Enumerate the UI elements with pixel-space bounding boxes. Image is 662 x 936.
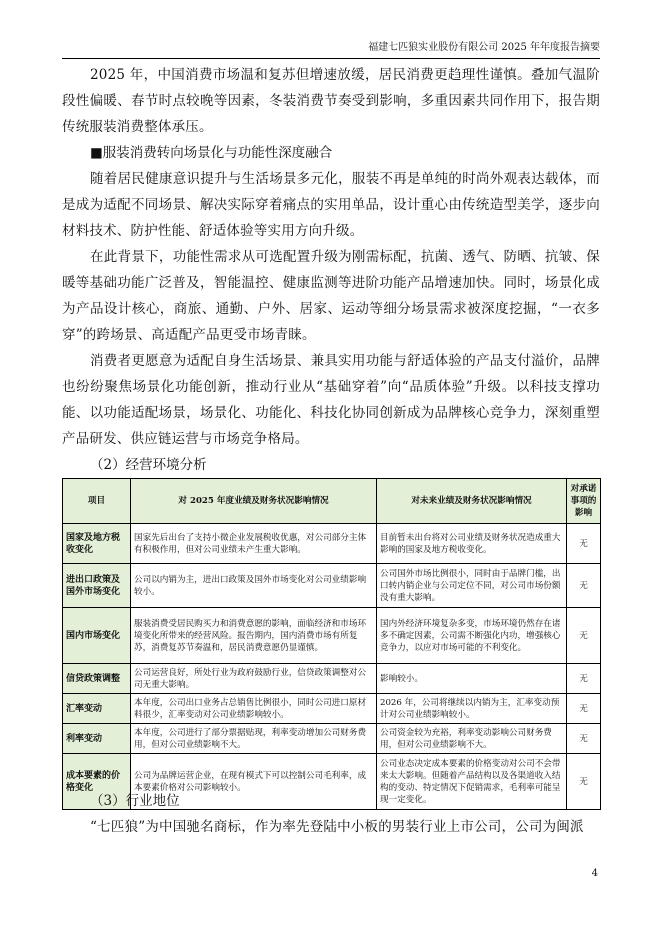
row-future: 国内外经济环境复杂多变，市场环境仍然存在诸多不确定因素，公司需不断强化内功，增强核心竞争力，以应对市场可能的不利变化。 — [377, 608, 567, 664]
row-future: 影响较小。 — [377, 664, 567, 694]
row-item: 汇率变动 — [63, 694, 131, 724]
body-text — [62, 62, 600, 478]
row-item: 信贷政策调整 — [63, 664, 131, 694]
row-current: 本年度，公司出口业务占总销售比例很小，同时公司进口原材料很少，汇率变动对公司业绩影响较小。 — [131, 694, 377, 724]
row-commitment: 无 — [567, 664, 601, 694]
paragraph-industry-position: “七匹狼”为中国驰名商标，作为率先登陆中小板的男装行业上市公司，公司为闽派 — [90, 819, 584, 835]
row-commitment: 无 — [567, 754, 601, 810]
row-commitment: 无 — [567, 524, 601, 564]
table-row — [63, 608, 601, 664]
row-current: 国家先后出台了支持小微企业发展税收优惠，对公司部分主体有积极作用，但对公司业绩未产生重大影响。 — [131, 524, 377, 564]
table-header-row — [63, 479, 601, 524]
page-header: 福建七匹狼实业股份有限公司 2025 年年度报告摘要 — [62, 38, 600, 59]
subheading-industry-position: （3）行业地位 — [90, 793, 180, 809]
header-current-impact: 对 2025 年度业绩及财务状况影响情况 — [131, 479, 377, 524]
table-row — [63, 524, 601, 564]
paragraph-brand-innovation: 消费者更愿意为适配自身生活场景、兼具实用功能与舒适体验的产品支付溢价，品牌也纷纷聚焦场景化功能创新，推动行业从“基础穿着”向“品质体验”升级。以科技支撑功能、以功能适配场景，场景化、功能化、科技化协同创新成为品牌核心竞争力，深刻重塑产品研发、供应链运营与市场竞争格局。 — [62, 353, 600, 447]
table-row — [63, 724, 601, 754]
row-current: 公司运营良好，所处行业为政府鼓励行业，信贷政策调整对公司无重大影响。 — [131, 664, 377, 694]
row-future: 2026 年，公司将继续以内销为主，汇率变动预计对公司业绩影响较小。 — [377, 694, 567, 724]
header-future-impact: 对未来业绩及财务状况影响情况 — [377, 479, 567, 524]
page-number: 4 — [591, 868, 598, 879]
header-item: 项目 — [63, 479, 131, 524]
industry-position-section — [62, 788, 600, 840]
row-commitment: 无 — [567, 564, 601, 608]
row-future: 公司国外市场比例很小，同时由于品牌门槛，出口转内销企业与公司定位不同，对公司市场份额没有重大影响。 — [377, 564, 567, 608]
row-future: 公司资金较为充裕，利率变动影响公司财务费用，但对公司业绩影响不大。 — [377, 724, 567, 754]
paragraph-market-overview: 2025 年，中国消费市场温和复苏但增速放缓，居民消费更趋理性谨慎。叠加气温阶段性偏暖、春节时点较晚等因素，冬装消费节奏受到影响，多重因素共同作用下，报告期传统服装消费整体承压。 — [62, 67, 600, 135]
row-future: 公司业态决定成本要素的价格变动对公司不会带来太大影响。但随着产品结构以及各渠道收入结构的变动、特定情况下促销需求，毛利率可能呈现一定变化。 — [377, 754, 567, 810]
row-future: 目前暂未出台将对公司业绩及财务状况造成重大影响的国家及地方税收变化。 — [377, 524, 567, 564]
row-item: 利率变动 — [63, 724, 131, 754]
section-heading: ■服装消费转向场景化与功能性深度融合 — [90, 145, 333, 161]
row-commitment: 无 — [567, 724, 601, 754]
subheading-business-environment: （2）经营环境分析 — [90, 457, 207, 473]
header-commitment-impact: 对承诺事项的影响 — [567, 479, 601, 524]
row-commitment: 无 — [567, 608, 601, 664]
table-row — [63, 664, 601, 694]
row-commitment: 无 — [567, 694, 601, 724]
paragraph-scenario-shift: 随着居民健康意识提升与生活场景多元化，服装不再是单纯的时尚外观表达载体，而是成为适配不同场景、解决实际穿着痛点的实用单品，设计重心由传统造型美学，逐步向材料技术、防护性能、舒适体验等实用方向升级。 — [62, 171, 600, 239]
row-current: 公司以内销为主，进出口政策及国外市场变化对公司业绩影响较小。 — [131, 564, 377, 608]
paragraph-functional-demand: 在此背景下，功能性需求从可选配置升级为刚需标配，抗菌、透气、防晒、抗皱、保暖等基础功能广泛普及，智能温控、健康监测等进阶功能产品增速加快。同时，场景化成为产品设计核心，商旅、通勤、户外、居家、运动等细分场景需求被深度挖掘，“一衣多穿”的跨场景、高适配产品更受市场青睐。 — [62, 249, 600, 343]
business-environment-table — [62, 478, 601, 810]
row-item: 国家及地方税收变化 — [63, 524, 131, 564]
row-item: 成本要素的价格变化 — [63, 754, 131, 810]
row-item: 进出口政策及国外市场变化 — [63, 564, 131, 608]
row-current: 服装消费受居民购买力和消费意愿的影响，面临经济和市场环境变化所带来的经营风险。报告期内，国内消费市场有所复苏，消费复苏节奏温和，居民消费意愿仍显谨慎。 — [131, 608, 377, 664]
row-current: 本年度，公司进行了部分票据贴现，利率变动增加公司财务费用，但对公司业绩影响不大。 — [131, 724, 377, 754]
row-current: 公司为品牌运营企业，在现有模式下可以控制公司毛利率，成本要素价格对公司影响较小。 — [131, 754, 377, 810]
table-row — [63, 694, 601, 724]
table-row — [63, 564, 601, 608]
row-item: 国内市场变化 — [63, 608, 131, 664]
